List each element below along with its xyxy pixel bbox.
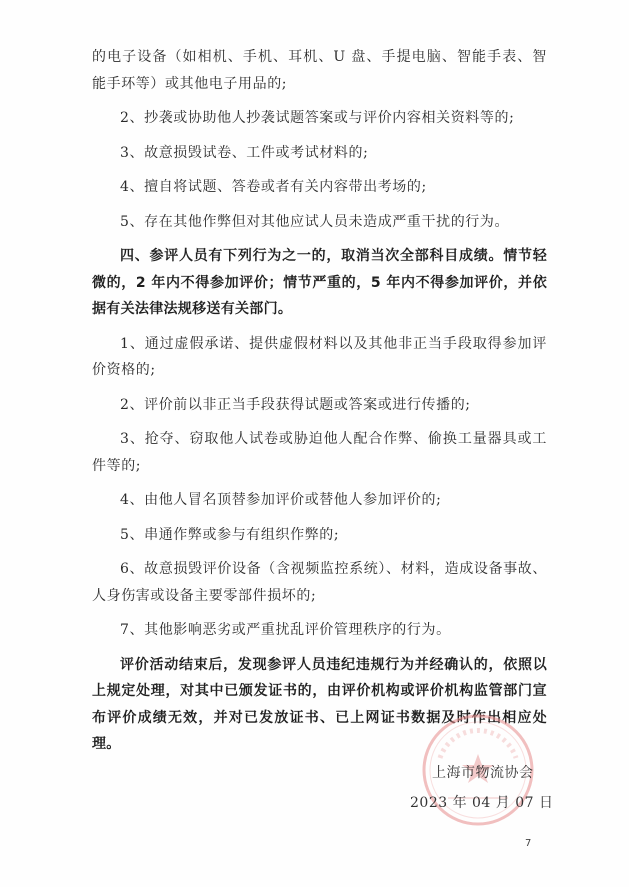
- page-number: 7: [525, 838, 532, 849]
- paragraph-13: 7、其他影响恶劣或严重扰乱评价管理秩序的行为。: [120, 622, 451, 638]
- paragraph-12: 6、故意损毁评价设备（含视频监控系统）、材料，造成设备事故、人身伤害或设备主要零部件损坏的;: [92, 561, 547, 604]
- paragraph-10: 4、由他人冒名顶替参加评价或替他人参加评价的;: [120, 492, 442, 508]
- paragraph-9: 3、抢夺、窃取他人试卷或胁迫他人配合作弊、偷换工量器具或工件等的;: [92, 431, 547, 474]
- closing-statement: 评价活动结束后，发现参评人员违纪违规行为并经确认的，依照以上规定处理，对其中已颁发证书的，由评价机构或评价机构监管部门宣布评价成绩无效，并对已发放证书、已上网证书数据及时作出相应处理。: [92, 656, 547, 752]
- paragraph-2: 2、抄袭或协助他人抄袭试题答案或与评价内容相关资料等的;: [120, 110, 515, 126]
- paragraph-5: 5、存在其他作弊但对其他应试人员未造成严重干扰的行为。: [120, 213, 510, 230]
- paragraph-1: 的电子设备（如相机、手机、耳机、U 盘、手提电脑、智能手表、智能手环等）或其他电子用品的;: [92, 49, 547, 92]
- issuing-organization: 上海市物流协会: [432, 765, 534, 781]
- paragraph-4: 4、擅自将试题、答卷或者有关内容带出考场的;: [120, 179, 427, 195]
- paragraph-11: 5、串通作弊或参与有组织作弊的;: [120, 526, 340, 543]
- paragraph-7: 1、通过虚假承诺、提供虚假材料以及其他非正当手段取得参加评价资格的;: [92, 335, 547, 378]
- paragraph-3: 3、故意损毁试卷、工件或考试材料的;: [120, 144, 369, 161]
- section-four-heading: 四、参评人员有下列行为之一的，取消当次全部科目成绩。情节轻微的，2 年内不得参加评价；情节严重的，5 年内不得参加评价，并依据有关法律法规移送有关部门。: [92, 248, 547, 317]
- issue-date: 2023 年 04 月 07 日: [410, 795, 554, 811]
- document-body: [92, 44, 547, 766]
- paragraph-8: 2、评价前以非正当手段获得试题或答案或进行传播的;: [120, 396, 471, 413]
